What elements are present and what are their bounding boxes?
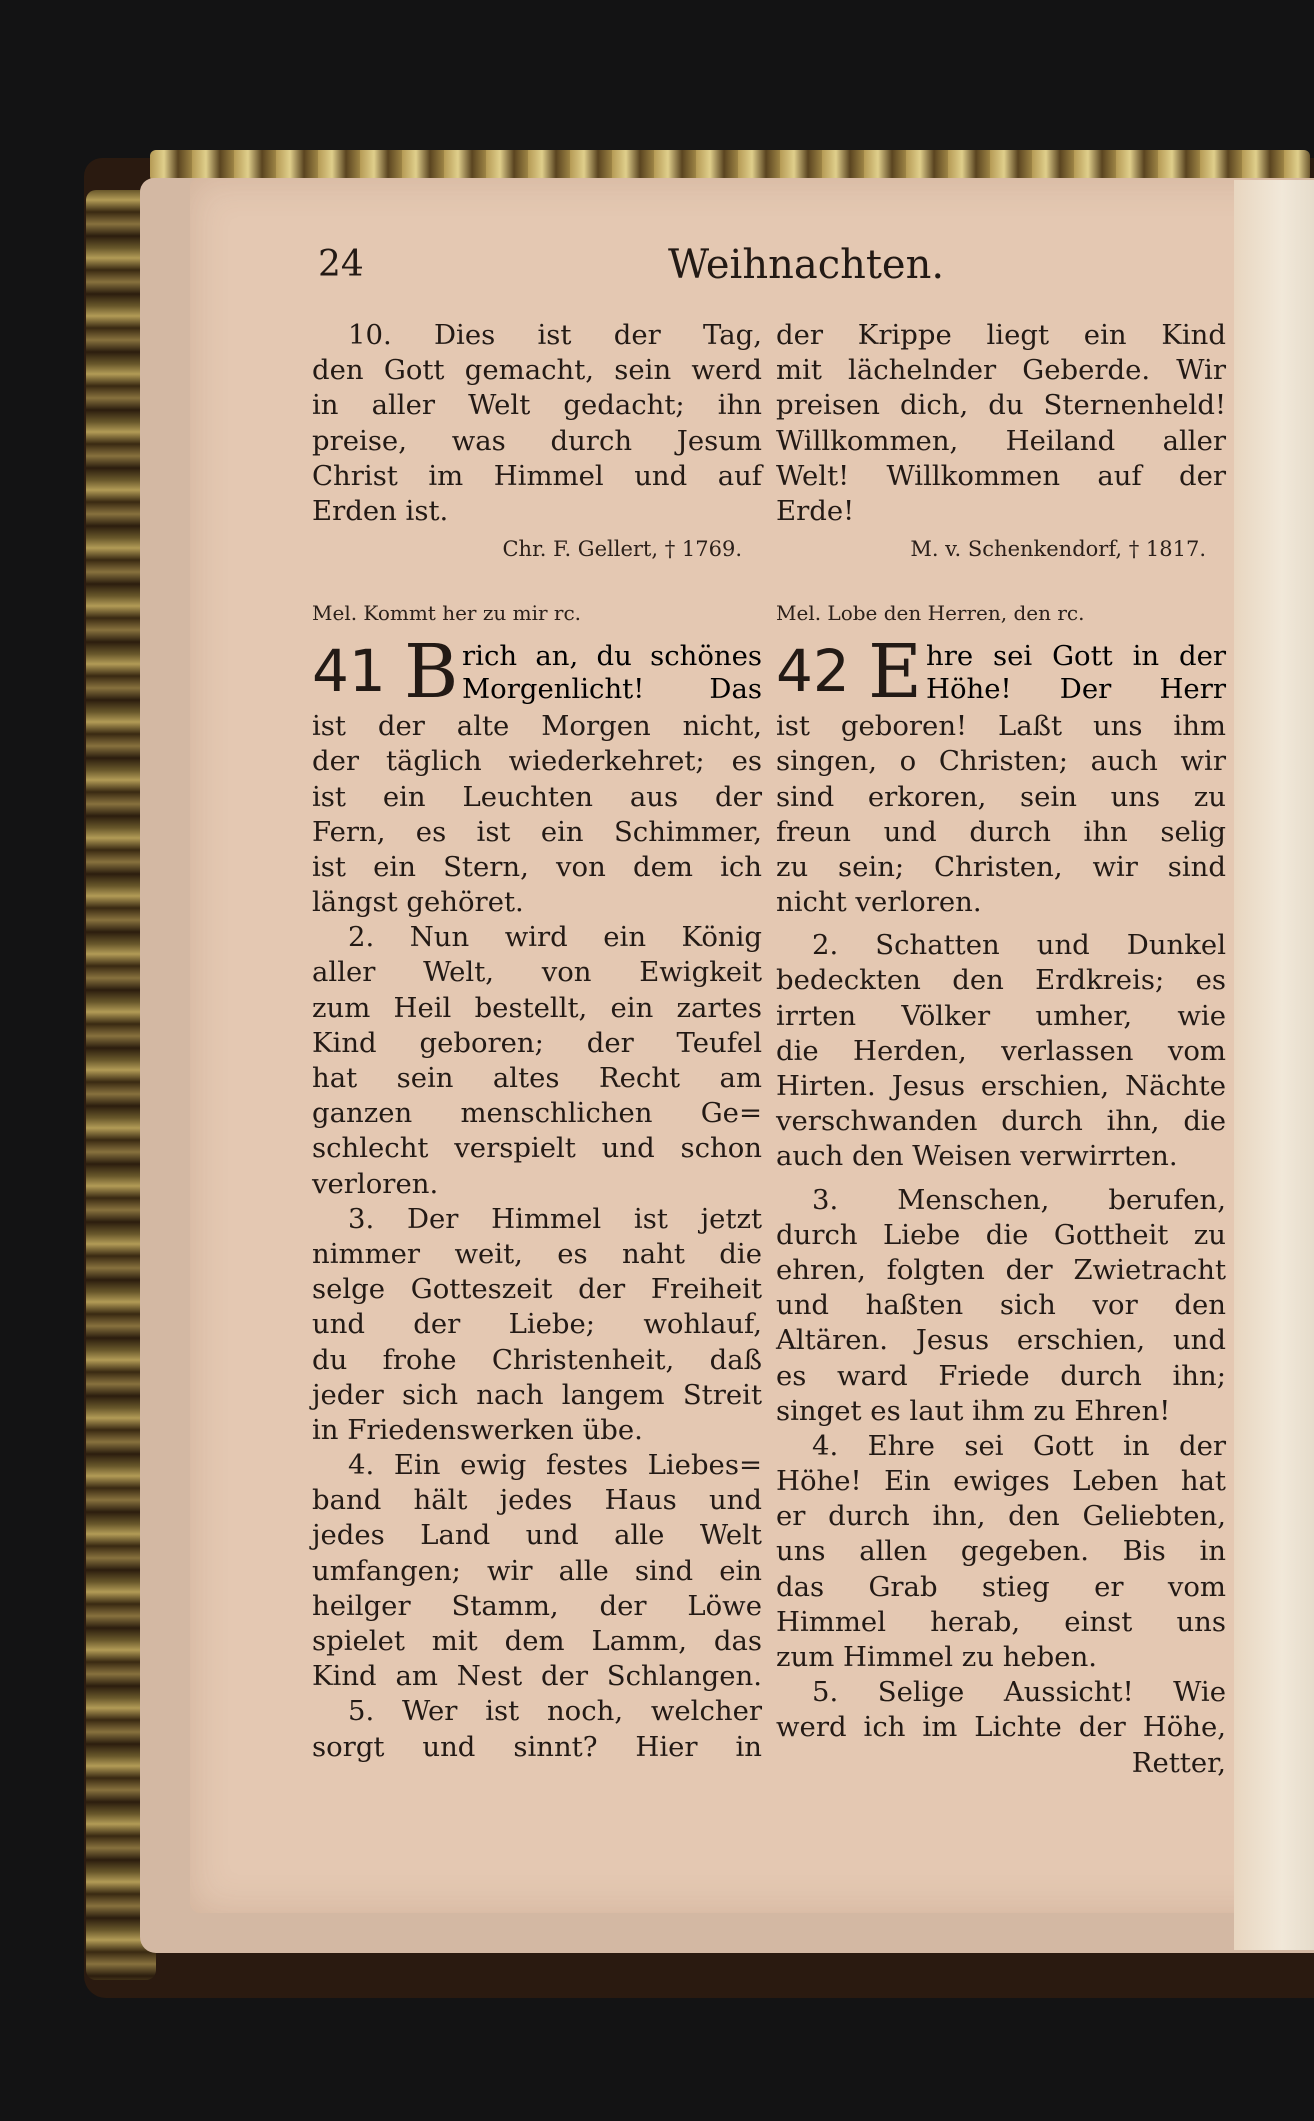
text-line: preisen dich, du Sternenheld!	[776, 389, 1226, 422]
melody-note: Mel. Kommt her zu mir rc.	[312, 601, 582, 626]
text-line: er durch ihn, den Geliebten,	[776, 1500, 1226, 1533]
text-line: Fern, es ist ein Schimmer,	[312, 815, 762, 848]
text-line: sind erkoren, sein uns zu	[776, 780, 1226, 813]
text-line: durch Liebe die Gottheit zu	[776, 1218, 1226, 1251]
text-line: den Gott gemacht, sein werd	[312, 354, 762, 387]
text-line: und der Liebe; wohlauf,	[312, 1308, 762, 1341]
text-line: verschwanden durch ihn, die	[776, 1105, 1226, 1138]
text-line: irrten Völker umher, wie	[776, 999, 1226, 1032]
text-line: bedeckten den Erdkreis; es	[776, 964, 1226, 997]
text-line: 3. Menschen, berufen,	[812, 1183, 1226, 1216]
text-line: umfangen; wir alle sind ein	[312, 1554, 762, 1587]
text-line: Christ im Himmel und auf	[312, 459, 762, 492]
page-title: Weihnachten.	[668, 242, 945, 288]
text-line: zum Himmel zu heben.	[776, 1641, 1098, 1673]
text-line: 3. Der Himmel ist jetzt	[348, 1202, 762, 1235]
text-line: ehren, folgten der Zwietracht	[776, 1253, 1226, 1286]
text-line: freun und durch ihn selig	[776, 815, 1226, 848]
text-line: es ward Friede durch ihn;	[776, 1359, 1226, 1392]
text-line: singet es laut ihm zu Ehren!	[776, 1394, 1171, 1427]
text-line: ist ein Stern, von dem ich	[312, 850, 762, 883]
drop-capital: B	[404, 629, 459, 716]
text-line: 10. Dies ist der Tag,	[348, 319, 762, 351]
drop-capital: E	[868, 629, 923, 716]
text-line: mit lächelnder Geberde. Wir	[776, 354, 1226, 387]
text-line: ist geboren! Laßt uns ihm	[776, 710, 1226, 743]
text-line: ist der alte Morgen nicht,	[312, 710, 762, 743]
text-line: hre sei Gott in der	[926, 640, 1226, 673]
text-line: Morgenlicht! Das	[462, 673, 762, 706]
text-line: spielet mit dem Lamm, das	[312, 1625, 762, 1657]
text-line: 4. Ein ewig festes Liebes=	[348, 1449, 762, 1482]
text-line: Hirten. Jesus erschien, Nächte	[776, 1070, 1226, 1102]
text-line: in Friedenswerken übe.	[312, 1413, 643, 1446]
catchword: Retter,	[1131, 1746, 1226, 1779]
text-line: selge Gotteszeit der Freiheit	[312, 1273, 762, 1306]
text-line: jeder sich nach langem Streit	[312, 1378, 762, 1411]
text-line: du frohe Christenheit, daß	[312, 1343, 762, 1376]
text-line: das Grab stieg er vom	[776, 1570, 1226, 1603]
text-line: die Herden, verlassen vom	[776, 1034, 1226, 1067]
text-line: zu sein; Christen, wir sind	[776, 850, 1226, 883]
text-line: der Krippe liegt ein Kind	[776, 319, 1226, 351]
text-line: Erden ist.	[312, 494, 449, 527]
left-column	[312, 318, 762, 1765]
hymn-number: 42	[776, 637, 850, 706]
text-line: band hält jedes Haus und	[312, 1484, 762, 1517]
text-line: der täglich wiederkehret; es	[312, 745, 762, 778]
text-line: Willkommen, Heiland aller	[776, 424, 1226, 457]
text-line: Erde!	[776, 494, 855, 527]
text-line: längst gehöret.	[312, 886, 524, 919]
author-attribution: M. v. Schenkendorf, † 1817.	[910, 537, 1206, 562]
text-line: rich an, du schönes	[462, 640, 762, 673]
text-line: Himmel herab, einst uns	[776, 1605, 1226, 1638]
text-line: werd ich im Lichte der Höhe,	[776, 1711, 1226, 1744]
text-line: Welt! Willkommen auf der	[776, 459, 1226, 492]
text-line: uns allen gegeben. Bis in	[776, 1535, 1226, 1568]
text-line: sorgt und sinnt? Hier in	[312, 1730, 762, 1763]
melody-note: Mel. Lobe den Herren, den rc.	[776, 601, 1085, 626]
text-line: hat sein altes Recht am	[312, 1062, 762, 1094]
text-line: nicht verloren.	[776, 886, 982, 919]
text-line: in aller Welt gedacht; ihn	[312, 389, 762, 422]
text-line: 2. Nun wird ein König	[348, 921, 762, 954]
text-line: ganzen menschlichen Ge=	[312, 1097, 762, 1130]
page-fore-edge	[1234, 180, 1314, 1950]
text-line: Höhe! Der Herr	[926, 673, 1226, 706]
text-line: Altären. Jesus erschien, und	[776, 1324, 1226, 1357]
text-line: und haßten sich vor den	[776, 1289, 1226, 1322]
text-line: Höhe! Ein ewiges Leben hat	[776, 1465, 1226, 1498]
hymn-opening	[776, 629, 1226, 716]
text-line: Kind am Nest der Schlangen.	[312, 1660, 762, 1693]
text-line: verloren.	[312, 1167, 439, 1200]
text-line: 5. Selige Aussicht! Wie	[812, 1676, 1226, 1709]
right-column	[776, 318, 1226, 1781]
text-line: singen, o Christen; auch wir	[776, 745, 1226, 778]
author-attribution: Chr. F. Gellert, † 1769.	[502, 537, 742, 562]
text-line: ist ein Leuchten aus der	[312, 780, 762, 813]
text-line: nimmer weit, es naht die	[312, 1237, 762, 1270]
text-line: heilger Stamm, der Löwe	[312, 1589, 762, 1622]
text-line: 2. Schatten und Dunkel	[812, 929, 1226, 962]
text-line: 5. Wer ist noch, welcher	[348, 1695, 762, 1728]
text-line: zum Heil bestellt, ein zartes	[312, 991, 762, 1024]
hymn-number: 41	[312, 637, 386, 706]
text-line: schlecht verspielt und schon	[312, 1132, 762, 1165]
page-number: 24	[318, 244, 364, 285]
text-line: 4. Ehre sei Gott in der	[812, 1429, 1226, 1462]
hymn-opening	[312, 629, 762, 716]
page-header	[318, 236, 945, 296]
text-line: Kind geboren; der Teufel	[312, 1026, 762, 1059]
text-line: preise, was durch Jesum	[312, 424, 762, 457]
text-line: aller Welt, von Ewigkeit	[312, 956, 762, 989]
text-line: auch den Weisen verwirrten.	[776, 1140, 1178, 1173]
text-line: jedes Land und alle Welt	[312, 1519, 762, 1552]
